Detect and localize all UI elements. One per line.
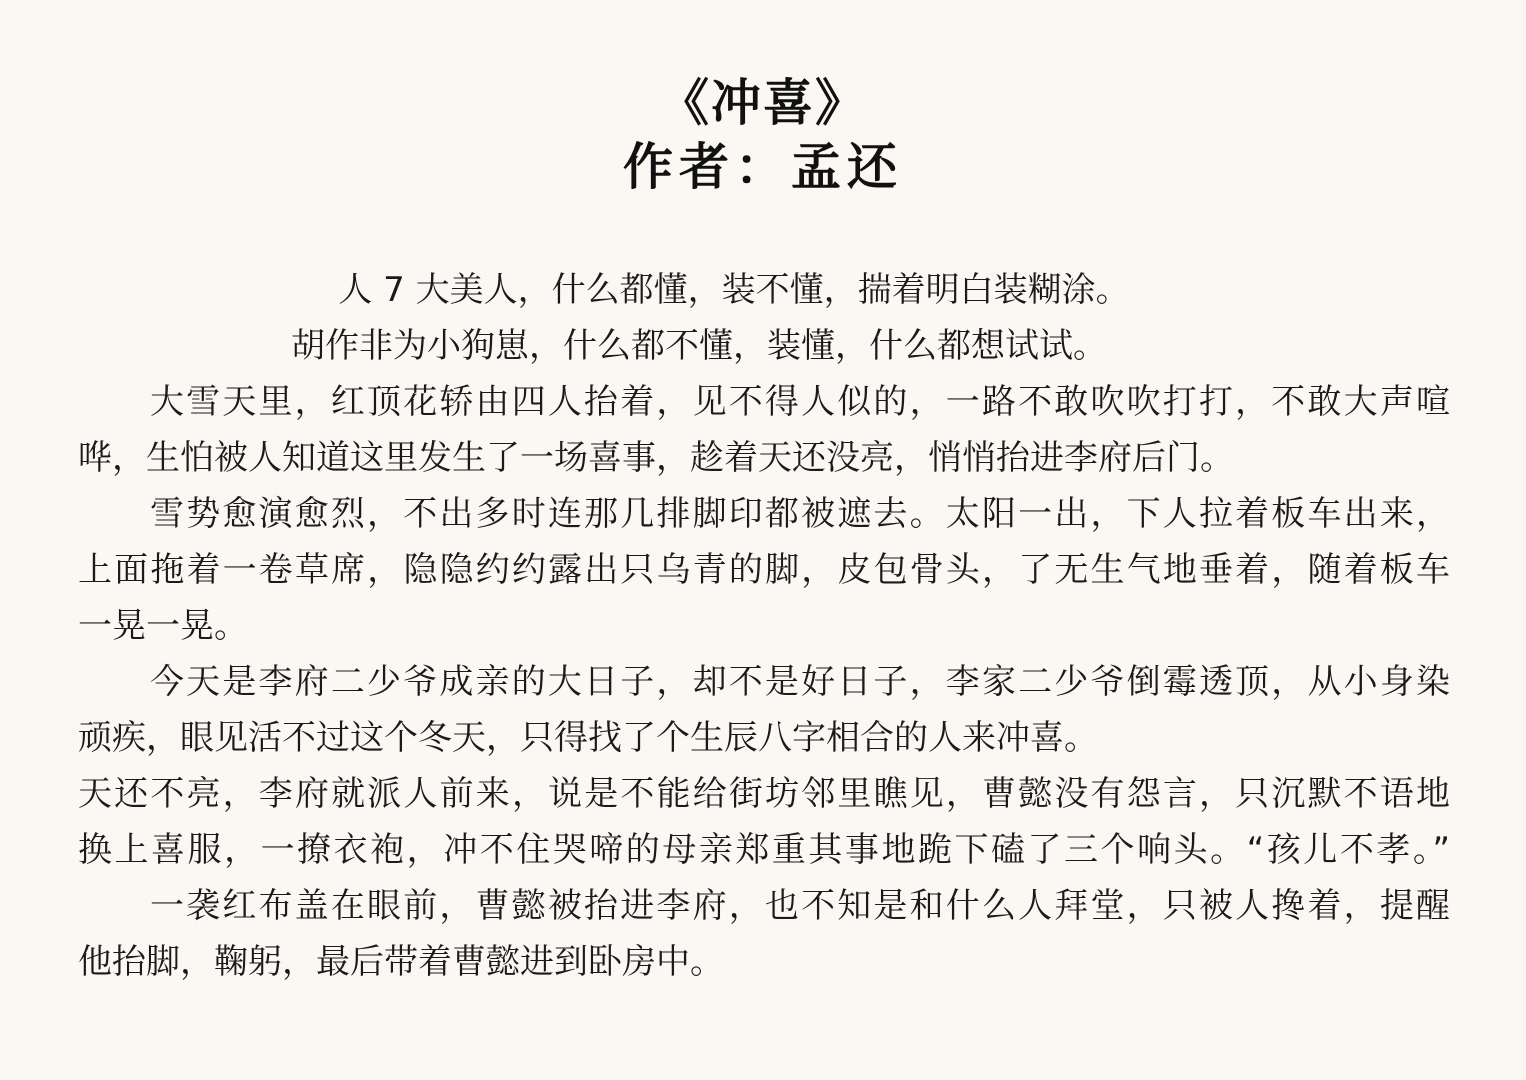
paragraph-2-line-2: 上面拖着一卷草席，隐隐约约露出只乌青的脚，皮包骨头，了无生气地垂着，随着板车: [78, 550, 1450, 590]
paragraph-1-line-2: 哗，生怕被人知道这里发生了一场喜事，趁着天还没亮，悄悄抬进李府后门。: [78, 438, 1234, 478]
paragraph-2-line-3: 一晃一晃。: [78, 606, 248, 646]
paragraph-4-line-2: 换上喜服，一撩衣袍，冲不住哭啼的母亲郑重其事地跪下磕了三个响头。“孩儿不孝。”: [78, 830, 1450, 870]
intro-line-2: 胡作非为小狗崽，什么都不懂，装懂，什么都想试试。: [291, 326, 1107, 366]
story-text: [78, 262, 1450, 990]
paragraph-3-line-2: 顽疾，眼见活不过这个冬天，只得找了个生辰八字相合的人来冲喜。: [78, 718, 1098, 758]
paragraph-1-line-1: 大雪天里，红顶花轿由四人抬着，见不得人似的，一路不敢吹吹打打，不敢大声喧: [150, 382, 1450, 422]
paragraph-5-line-2: 他抬脚，鞠躬，最后带着曹懿进到卧房中。: [78, 942, 724, 982]
book-title: 《冲喜》: [659, 73, 867, 132]
paragraph-4-line-1: 天还不亮，李府就派人前来，说是不能给街坊邻里瞧见，曹懿没有怨言，只沉默不语地: [78, 774, 1450, 814]
author-line: 作者：孟还: [623, 137, 903, 196]
paragraph-3-line-1: 今天是李府二少爷成亲的大日子，却不是好日子，李家二少爷倒霉透顶，从小身染: [150, 662, 1450, 702]
intro-line-1: 人 7 大美人，什么都懂，装不懂，揣着明白装糊涂。: [338, 270, 1130, 310]
title-block: [0, 72, 1526, 198]
paragraph-2-line-1: 雪势愈演愈烈，不出多时连那几排脚印都被遮去。太阳一出，下人拉着板车出来，: [150, 494, 1450, 534]
paragraph-5-line-1: 一袭红布盖在眼前，曹懿被抬进李府，也不知是和什么人拜堂，只被人搀着，提醒: [150, 886, 1450, 926]
